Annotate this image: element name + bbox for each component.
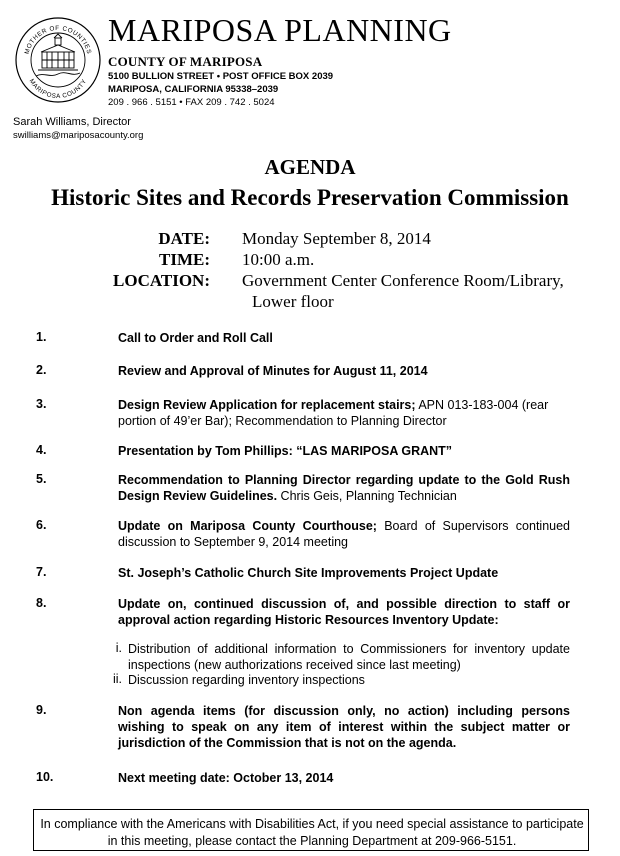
subitem-number: i. — [115, 641, 122, 655]
item-heading: Next meeting date: October 13, 2014 — [118, 771, 334, 785]
county-seal-logo — [14, 16, 102, 104]
agenda-item — [118, 330, 570, 346]
agenda-item — [118, 443, 570, 459]
item-heading: Call to Order and Roll Call — [118, 331, 273, 345]
item-number: 9. — [36, 703, 47, 717]
item-heading: Recommendation to Planning Director regarding update to the Gold Rush Design Review Guidelines. — [118, 473, 570, 503]
item-number: 7. — [36, 565, 47, 579]
item-number: 2. — [36, 363, 47, 377]
item-number: 8. — [36, 596, 47, 610]
item-heading: Presentation by Tom Phillips: “LAS MARIPOSA GRANT” — [118, 444, 453, 458]
item-number: 4. — [36, 443, 47, 457]
item-heading: Update on Mariposa County Courthouse; — [118, 519, 377, 533]
location-value-line2: Lower floor — [252, 292, 334, 311]
svg-text:MARIPOSA COUNTY: MARIPOSA COUNTY — [27, 77, 89, 101]
item-detail: APN 013-183-004 (rear portion of 49’er Bar); Recommendation to Planning Director — [118, 398, 549, 428]
ada-notice-text: In compliance with the Americans with Disabilities Act, if you need special assistance to participate in this meeting, please contact the Planning Department at 209-966-5151. — [40, 817, 584, 848]
subitem-text: Discussion regarding inventory inspections — [128, 673, 365, 687]
director-name: Sarah Williams, Director — [13, 116, 131, 128]
item-heading: Design Review Application for replacement stairs; — [118, 398, 416, 412]
date-value: Monday September 8, 2014 — [242, 229, 431, 248]
item-number: 1. — [36, 330, 47, 344]
item-heading: Update on, continued discussion of, and possible direction to staff or approval action regarding Historic Resources Inventory Update: — [118, 597, 570, 627]
date-label: DATE: — [158, 229, 210, 248]
time-value: 10:00 a.m. — [242, 250, 315, 269]
agenda-title: AGENDA — [264, 155, 356, 179]
item-number: 5. — [36, 472, 47, 486]
ada-notice-box — [33, 809, 589, 851]
svg-text:MOTHER OF COUNTIES: MOTHER OF COUNTIES — [23, 24, 93, 56]
location-value-line1: Government Center Conference Room/Library, — [242, 271, 564, 290]
subitem-number: ii. — [112, 672, 122, 686]
time-label: TIME: — [159, 250, 210, 269]
phone-fax: 209 . 966 . 5151 • FAX 209 . 742 . 5024 — [108, 97, 275, 108]
agenda-item — [118, 596, 570, 628]
subitem-text: Distribution of additional information to Commissioners for inventory update inspections (new authorizations received since last meeting) — [128, 642, 570, 672]
item-heading: St. Joseph’s Catholic Church Site Improvements Project Update — [118, 566, 499, 580]
commission-title: Historic Sites and Records Preservation Commission — [51, 185, 569, 210]
county-name: COUNTY OF MARIPOSA — [108, 54, 263, 69]
item-heading: Non agenda items (for discussion only, no action) including persons wishing to speak on any item of interest within the subject matter or jurisdiction of the Commission that is not on the agenda. — [118, 704, 570, 750]
agenda-item — [118, 770, 570, 786]
location-label: LOCATION: — [113, 271, 210, 290]
agenda-item — [118, 518, 570, 550]
agency-name: MARIPOSA PLANNING — [108, 12, 452, 48]
agenda-item — [118, 397, 570, 429]
agenda-item — [118, 363, 570, 379]
agenda-item — [118, 472, 570, 504]
street-address: 5100 BULLION STREET • POST OFFICE BOX 2039 — [108, 71, 334, 82]
item-heading: Review and Approval of Minutes for August 11, 2014 — [118, 364, 428, 378]
item-number: 10. — [36, 770, 54, 784]
item-number: 6. — [36, 518, 47, 532]
item-detail: Board of Supervisors continued discussion to September 9, 2014 meeting — [118, 519, 570, 549]
director-email: swilliams@mariposacounty.org — [13, 130, 144, 141]
agenda-item — [118, 703, 570, 751]
item-detail: Chris Geis, Planning Technician — [277, 489, 457, 503]
city-address: MARIPOSA, CALIFORNIA 95338–2039 — [108, 84, 279, 95]
agenda-item — [118, 565, 570, 581]
item-number: 3. — [36, 397, 47, 411]
